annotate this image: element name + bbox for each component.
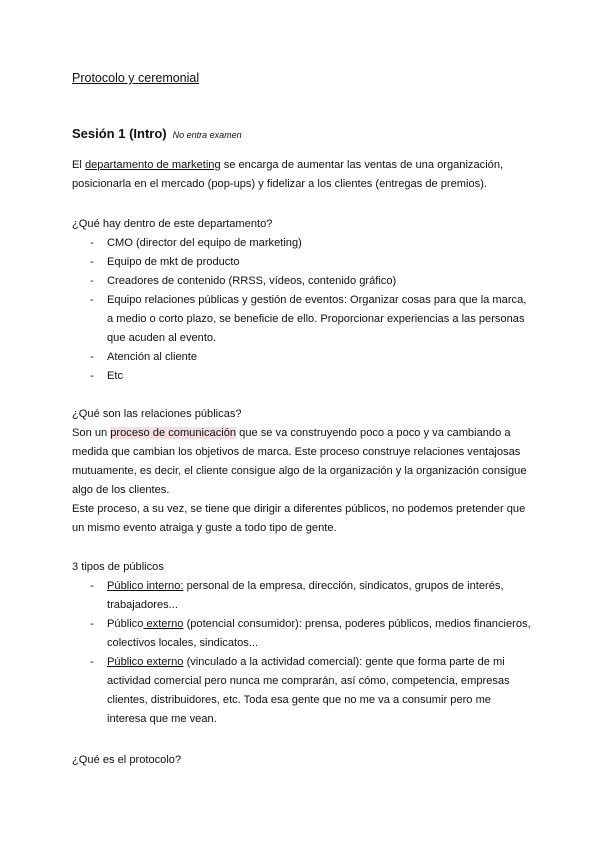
list-item: - Etc <box>72 367 532 386</box>
list-item: - Atención al cliente <box>72 348 532 367</box>
public-type-label: Público interno: <box>107 580 184 592</box>
list-item: - Público externo (vinculado a la actividad comercial): gente que forma parte de mi actividad comercial pero nunca me comprarán, así cómo, competencia, empresas clientes, distribuidores, etc. Toda esa gente que no me va a consumir pero me interesa que me vean. <box>72 653 532 729</box>
highlighted-term: proceso de comunicación <box>110 427 237 439</box>
rp-extra-paragraph: Este proceso, a su vez, se tiene que dirigir a diferentes públicos, no podemos pretender que un mismo evento atraiga y guste a todo tipo de gente. <box>72 503 526 534</box>
publics-list <box>72 577 532 729</box>
intro-text-post: se encarga de aumentar las ventas de una organización, posicionarla en el mercado (pop-ups) y fidelizar a los clientes (entregas de premios). <box>72 159 504 190</box>
rp-question: ¿Qué son las relaciones públicas? <box>72 408 242 420</box>
public-type-label: Público externo <box>107 656 184 668</box>
session-title: Sesión 1 (Intro) <box>72 126 167 141</box>
list-item: - Creadores de contenido (RRSS, vídeos, contenido gráfico) <box>72 272 532 291</box>
publics-section <box>72 558 532 729</box>
rp-text-post: que se va construyendo poco a poco y va cambiando a medida que cambian los objetivos de marca. Este proceso construye relaciones ventajosas mutuamente, es decir, el cliente consigue algo de la organización y la organización consigue algo de los clientes. <box>72 427 527 496</box>
intro-text-pre: El <box>72 159 85 171</box>
list-item: - Equipo relaciones públicas y gestión de eventos: Organizar cosas para que la marca, a medio o corto plazo, se beneficie de ello. Proporcionar experiencias a las personas que acuden al evento. <box>72 291 532 348</box>
list-item: - Equipo de mkt de producto <box>72 253 532 272</box>
marketing-department-link[interactable]: departamento de marketing <box>84 159 221 171</box>
protocol-question: ¿Qué es el protocolo? <box>72 754 182 766</box>
protocol-section <box>72 751 532 770</box>
department-question: ¿Qué hay dentro de este departamento? <box>72 218 273 230</box>
list-item: - Público externo (potencial consumidor): prensa, poderes públicos, medios financieros, colectivos locales, sindicatos... <box>72 615 532 653</box>
list-item: - Público interno: personal de la empresa, dirección, sindicatos, grupos de interés, trabajadores... <box>72 577 532 615</box>
public-type-label: externo <box>143 618 184 630</box>
publics-heading: 3 tipos de públicos <box>72 561 164 573</box>
department-section <box>72 215 532 386</box>
session-note: No entra examen <box>172 130 242 140</box>
rp-definition <box>72 424 532 500</box>
document-title: Protocolo y ceremonial <box>72 71 200 85</box>
intro-paragraph <box>72 156 532 194</box>
public-relations-section <box>72 405 532 538</box>
rp-text-pre: Son un <box>72 427 111 439</box>
department-list <box>72 234 532 386</box>
session-heading <box>72 126 242 141</box>
list-item: - CMO (director del equipo de marketing) <box>72 234 532 253</box>
